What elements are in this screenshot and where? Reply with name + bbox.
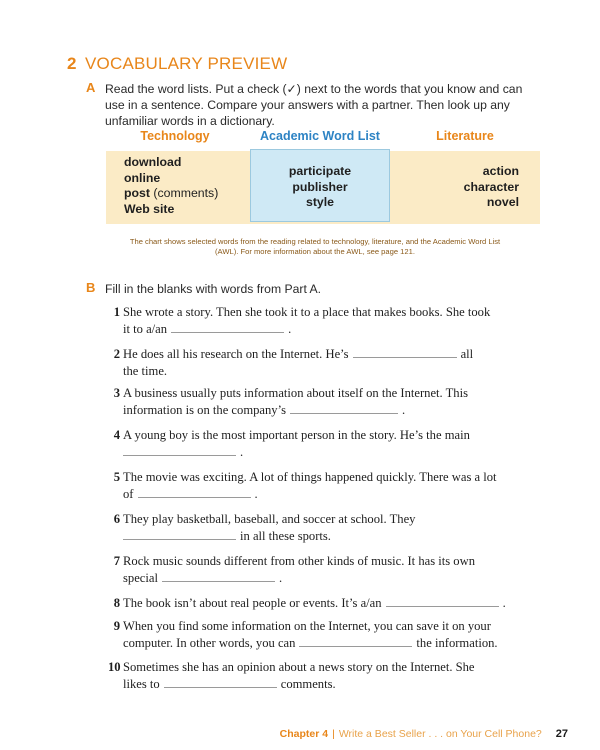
answer-blank[interactable] — [171, 321, 284, 333]
item-number: 1 — [113, 305, 120, 319]
footer-separator: | — [332, 728, 335, 740]
item-text: . — [502, 596, 506, 610]
word-publisher: publisher — [292, 179, 348, 194]
item-number: 6 — [113, 512, 120, 526]
answer-blank[interactable] — [299, 635, 412, 647]
answer-blank[interactable] — [123, 528, 236, 540]
answer-blank[interactable] — [162, 570, 275, 582]
answer-blank[interactable] — [164, 676, 277, 688]
word-post-note: (comments) — [153, 186, 219, 200]
answer-blank[interactable] — [290, 402, 398, 414]
word-action: action — [482, 164, 519, 178]
word-novel: novel — [486, 195, 519, 209]
word-style: style — [305, 195, 335, 209]
item-number: 3 — [113, 386, 120, 400]
part-b-instructions: Fill in the blanks with words from Part A. — [105, 282, 322, 296]
item-number: 9 — [113, 619, 120, 633]
item-text: . — [278, 571, 283, 585]
word-post: post — [124, 186, 150, 200]
item-text: information is on the company’s — [123, 403, 286, 417]
page-number: 27 — [555, 728, 568, 740]
part-b-letter: B — [86, 280, 96, 295]
exercise-item — [108, 659, 528, 693]
word-character: character — [463, 179, 519, 194]
item-line — [123, 676, 528, 693]
item-number: 2 — [113, 347, 120, 361]
item-line — [123, 595, 528, 612]
item-number: 4 — [113, 428, 120, 442]
answer-blank[interactable] — [386, 595, 499, 607]
item-text: He does all his research on the Internet. He’s — [123, 347, 349, 361]
item-text: likes to — [123, 677, 160, 691]
part-a-instructions-line: Read the word lists. Put a check (✓) next to the words that you know and can — [105, 82, 523, 96]
literature-word-list — [400, 164, 519, 211]
item-line — [123, 402, 528, 419]
column-heading-literature: Literature — [436, 129, 494, 143]
item-line: Rock music sounds different from other kinds of music. It has its own — [123, 554, 475, 568]
exercise-item — [108, 427, 528, 461]
footer-chapter-title: Write a Best Seller . . . on Your Cell Phone? — [338, 728, 542, 740]
section-title: VOCABULARY PREVIEW — [85, 54, 288, 73]
item-line — [123, 528, 528, 545]
page-footer — [280, 728, 568, 740]
item-line — [123, 346, 528, 363]
item-line — [123, 321, 528, 338]
item-line — [123, 486, 528, 503]
item-text: The book isn’t about real people or events. It’s a/an — [123, 596, 382, 610]
exercise-item — [108, 469, 528, 503]
item-text: special — [123, 571, 158, 585]
answer-blank[interactable] — [123, 444, 236, 456]
item-text: it to a/an — [123, 322, 168, 336]
item-text: comments. — [280, 677, 336, 691]
chart-caption — [80, 237, 550, 257]
item-line: She wrote a story. Then she took it to a place that makes books. She took — [123, 305, 491, 319]
item-line: Sometimes she has an opinion about a news story on the Internet. She — [123, 660, 475, 674]
item-line: They play basketball, baseball, and soccer at school. They — [123, 512, 416, 526]
exercise-item — [108, 618, 528, 652]
item-number: 5 — [113, 470, 120, 484]
chart-caption-line: The chart shows selected words from the reading related to technology, literature, and the Academic Word List — [129, 237, 501, 246]
word-online: online — [124, 170, 161, 185]
part-a-instructions — [105, 81, 525, 129]
word-download: download — [124, 155, 182, 169]
item-number: 8 — [113, 596, 120, 610]
item-line — [123, 444, 528, 461]
section-number: 2 — [67, 54, 77, 73]
part-a-instructions-line: use in a sentence. Compare your answers with a partner. Then look up any — [105, 98, 510, 112]
awl-word-list — [250, 164, 390, 211]
part-a-letter: A — [86, 80, 96, 95]
column-heading-technology: Technology — [140, 129, 210, 143]
item-text: of — [123, 487, 134, 501]
exercise-item — [108, 595, 528, 612]
answer-blank[interactable] — [353, 346, 457, 358]
item-text: . — [288, 322, 292, 336]
item-line: A young boy is the most important person in the story. He’s the main — [123, 428, 470, 442]
item-text: the information. — [416, 636, 498, 650]
exercise-item — [108, 304, 528, 338]
item-line — [123, 570, 528, 587]
word-participate: participate — [288, 164, 352, 178]
column-heading-awl: Academic Word List — [260, 129, 380, 143]
item-text: . — [254, 487, 258, 501]
item-text: in all these sports. — [240, 529, 331, 543]
item-text: . — [402, 403, 406, 417]
chart-caption-line: (AWL). For more information about the AWL, see page 121. — [215, 247, 415, 256]
footer-chapter: Chapter 4 — [279, 728, 329, 740]
exercise-item — [108, 385, 528, 419]
technology-word-list — [124, 155, 218, 217]
word-web-site: Web site — [124, 201, 175, 216]
word-post-entry — [124, 186, 218, 202]
item-text: all — [460, 347, 474, 361]
item-line: the time. — [123, 364, 168, 378]
item-line: The movie was exciting. A lot of things happened quickly. There was a lot — [123, 470, 497, 484]
part-a-instructions-line: unfamiliar words in a dictionary. — [105, 114, 275, 128]
answer-blank[interactable] — [138, 486, 251, 498]
item-line — [123, 635, 528, 652]
item-text: . — [240, 445, 244, 459]
item-text: computer. In other words, you can — [123, 636, 296, 650]
item-number: 10 — [108, 660, 121, 674]
item-line: A business usually puts information about itself on the Internet. This — [123, 386, 469, 400]
exercise-item — [108, 511, 528, 545]
exercise-item — [108, 346, 528, 380]
item-number: 7 — [113, 554, 120, 568]
item-line: When you find some information on the Internet, you can save it on your — [123, 619, 491, 633]
exercise-item — [108, 553, 528, 587]
